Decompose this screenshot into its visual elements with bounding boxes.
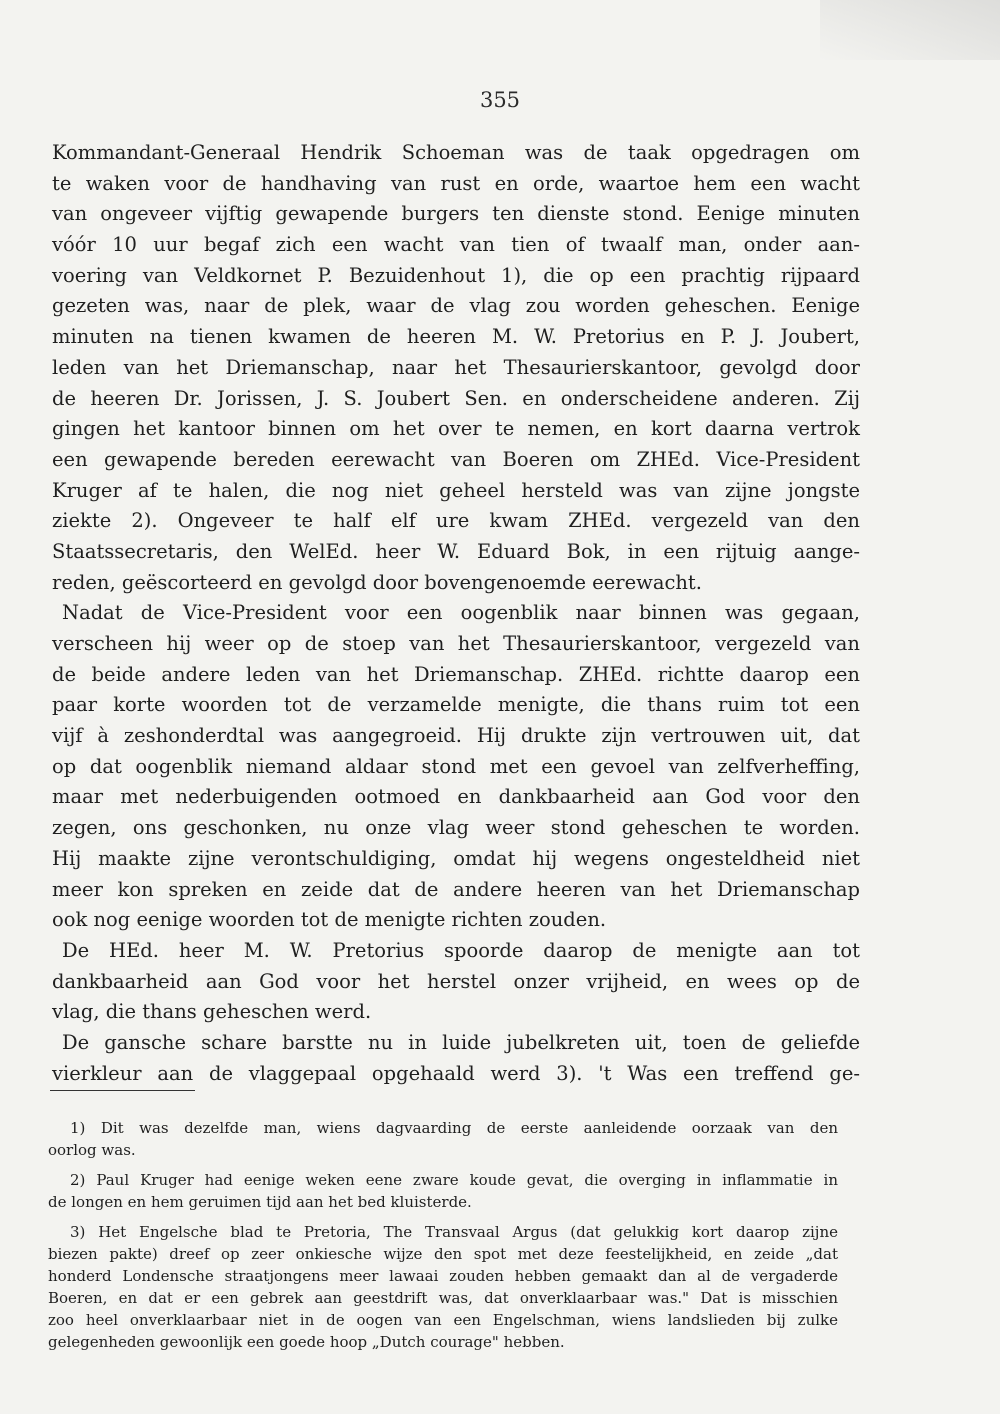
body-text: [52, 138, 860, 1089]
body-line: De gansche schare barstte nu in luide jubelkreten uit, toen de geliefde: [62, 1030, 860, 1054]
footnote-line: oorlog was.: [48, 1141, 136, 1159]
footnote-line: biezen pakte) dreef op zeer onkiesche wijze den spot met deze feestelijkheid, en zeide „dat: [48, 1245, 838, 1263]
footnote-line: zoo heel onverklaarbaar niet in de oogen van een Engelschman, wiens landslieden bij zulke: [48, 1311, 838, 1329]
body-line: Kommandant-Generaal Hendrik Schoeman was de taak opgedragen om: [52, 141, 860, 164]
body-line: te waken voor de handhaving van rust en orde, waartoe hem een wacht: [52, 171, 860, 195]
footnote-line: Boeren, en dat er een gebrek aan geestdrift was, dat onverklaarbaar was." Dat is misschien: [48, 1289, 838, 1307]
body-line: gezeten was, naar de plek, waar de vlag zou worden geheschen. Eenige: [52, 294, 860, 318]
footnotes: [48, 1117, 838, 1353]
scan-smudge: [820, 0, 1000, 60]
footnote-line: 2) Paul Kruger had eenige weken eene zware koude gevat, die overging in inflammatie in: [70, 1171, 838, 1189]
body-line: Staatssecretaris, den WelEd. heer W. Eduard Bok, in een rijtuig aange-: [52, 539, 860, 563]
body-line: de beide andere leden van het Driemanschap. ZHEd. richtte daarop een: [52, 662, 860, 686]
footnote-line: de longen en hem geruimen tijd aan het bed kluisterde.: [48, 1193, 472, 1211]
body-line: De HEd. heer M. W. Pretorius spoorde daarop de menigte aan tot: [62, 938, 860, 962]
body-line: meer kon spreken en zeide dat de andere heeren van het Driemanschap: [52, 877, 860, 901]
footnote-line: honderd Londensche straatjongens meer lawaai zouden hebben gemaakt dan al de vergaderde: [48, 1267, 838, 1285]
body-line: Kruger af te halen, die nog niet geheel hersteld was van zijne jongste: [52, 478, 860, 502]
body-line: ziekte 2). Ongeveer te half elf ure kwam ZHEd. vergezeld van den: [52, 509, 860, 533]
footnote-line: 1) Dit was dezelfde man, wiens dagvaarding de eerste aanleidende oorzaak van den: [70, 1119, 838, 1137]
body-line: een gewapende bereden eerewacht van Boeren om ZHEd. Vice-President: [52, 447, 860, 471]
footnote-rule: [50, 1090, 195, 1091]
body-line: verscheen hij weer op de stoep van het Thesaurierskantoor, vergezeld van: [52, 632, 860, 655]
footnote-line: 3) Het Engelsche blad te Pretoria, The Transvaal Argus (dat gelukkig kort daarop zijne: [70, 1223, 838, 1241]
footnote-gap: [48, 1161, 838, 1169]
body-line: vóór 10 uur begaf zich een wacht van tien of twaalf man, onder aan-: [52, 233, 860, 257]
body-line: ook nog eenige woorden tot de menigte richten zouden.: [52, 908, 607, 932]
body-line: van ongeveer vijftig gewapende burgers ten dienste stond. Eenige minuten: [52, 202, 860, 226]
body-line: leden van het Driemanschap, naar het Thesaurierskantoor, gevolgd door: [52, 355, 860, 379]
body-line: vlag, die thans geheschen werd.: [52, 1000, 372, 1024]
body-line: vierkleur aan de vlaggepaal opgehaald werd 3). 't Was een treffend ge-: [52, 1061, 860, 1085]
body-line: de heeren Dr. Jorissen, J. S. Joubert Sen. en onderscheidene anderen. Zij: [52, 386, 860, 410]
body-line: paar korte woorden tot de verzamelde menigte, die thans ruim tot een: [52, 693, 860, 717]
footnote-gap: [48, 1213, 838, 1221]
page-number: 355: [479, 88, 521, 112]
footnote-line: gelegenheden gewoonlijk een goede hoop „Dutch courage" hebben.: [48, 1333, 565, 1351]
body-line: voering van Veldkornet P. Bezuidenhout 1), die op een prachtig rijpaard: [52, 263, 860, 287]
body-line: dankbaarheid aan God voor het herstel onzer vrijheid, en wees op de: [52, 969, 860, 993]
body-line: zegen, ons geschonken, nu onze vlag weer stond geheschen te worden.: [52, 816, 860, 840]
body-line: vijf à zeshonderdtal was aangegroeid. Hij drukte zijn vertrouwen uit, dat: [52, 724, 860, 748]
body-line: Nadat de Vice-President voor een oogenblik naar binnen was gegaan,: [62, 601, 860, 625]
body-line: minuten na tienen kwamen de heeren M. W. Pretorius en P. J. Joubert,: [52, 325, 860, 349]
body-line: reden, geëscorteerd en gevolgd door bovengenoemde eerewacht.: [52, 570, 702, 594]
body-line: op dat oogenblik niemand aldaar stond met een gevoel van zelfverheffing,: [52, 754, 860, 778]
body-line: maar met nederbuigenden ootmoed en dankbaarheid aan God voor den: [52, 785, 860, 809]
body-line: gingen het kantoor binnen om het over te nemen, en kort daarna vertrok: [52, 417, 860, 441]
body-line: Hij maakte zijne verontschuldiging, omdat hij wegens ongesteldheid niet: [52, 846, 860, 870]
